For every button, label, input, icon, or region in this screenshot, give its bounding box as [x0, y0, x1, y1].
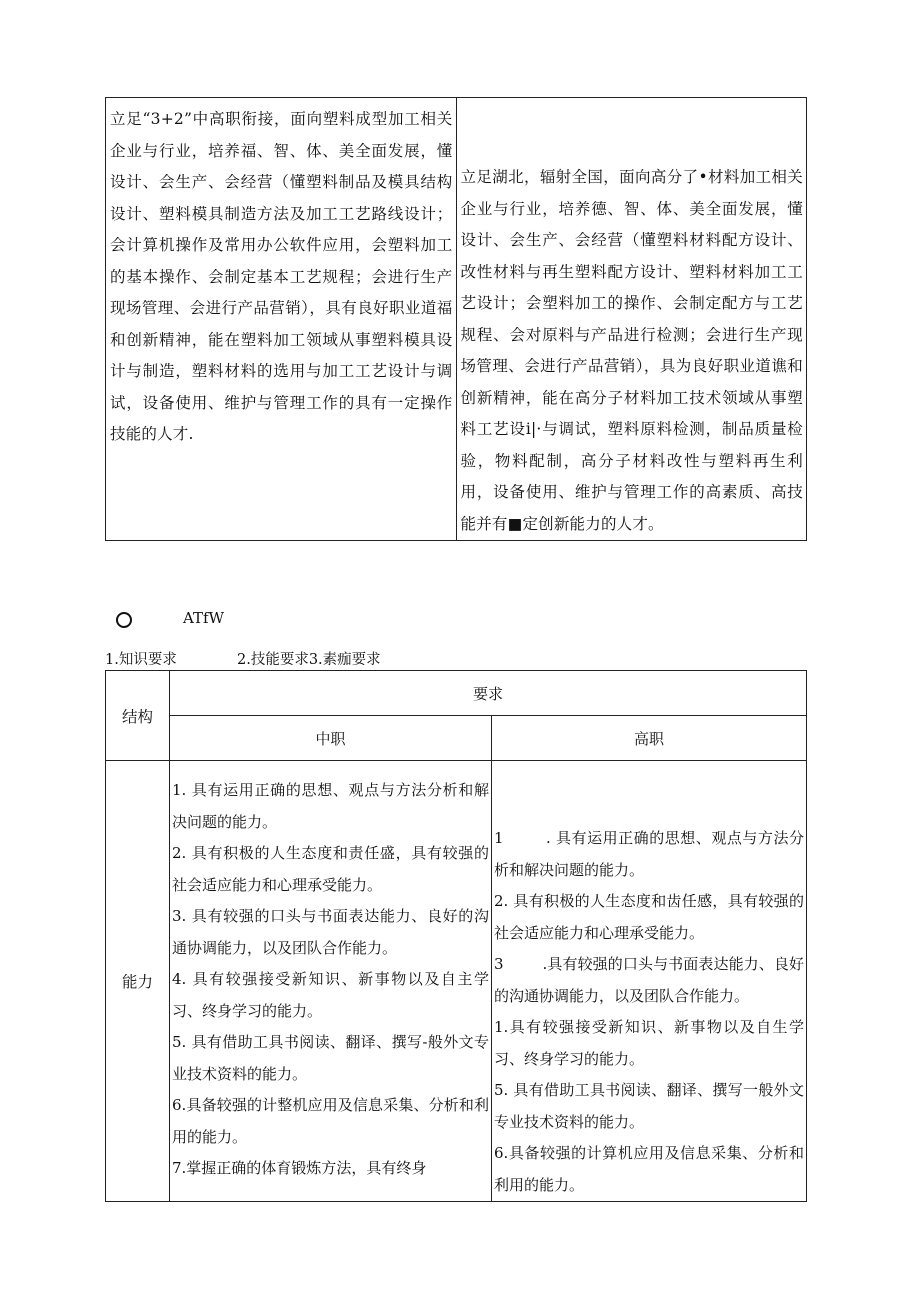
section-title: ATfW: [183, 609, 224, 627]
structure-header: 结构: [106, 671, 170, 761]
mid-vocational-goal-text: 立足“3+2”中高职衔接，面向塑料成型加工相关企业与行业，培养福、智、体、美全面发展，懂设计、会生产、会经营（懂塑料制品及模具结构设计、塑料模具制造方法及加工工艺路线设计；会计算机操作及常用办公软件应用，会塑料加工的基本操作、会制定基本工艺规程；会进行生产现场管理、会进行产品营销），具有良好职业道福和创新精神，能在塑料加工领域从事塑料模具设计与制造，塑料材料的选用与加工工艺设计与调试，设备使用、维护与管理工作的具有一定操作技能的人才.: [110, 110, 453, 443]
high-item: 3 .具有较强的口头与书面表达能力、良好的沟通协调能力，以及团队合作能力。: [494, 955, 804, 1005]
mid-requirements-cell: [170, 761, 492, 1202]
high-item: 5. 具有借助工具书阅读、翻译、撰写一般外文专业技术资料的能力。: [494, 1081, 804, 1131]
mid-item: 7.掌握正确的体育锻炼方法，具有终身: [172, 1159, 427, 1177]
requirement-header: 要求: [170, 671, 807, 716]
training-goals-table: [105, 97, 807, 541]
sub-requirements-line: [105, 648, 381, 669]
high-item: 1 . 具有运用正确的思想、观点与方法分析和解决问题的能力。: [494, 829, 804, 879]
section-heading: [116, 608, 224, 632]
circle-icon: [116, 612, 132, 628]
mid-item: 2. 具有积极的人生态度和责任盛，具有较强的社会适应能力和心理承受能力。: [172, 844, 489, 894]
mid-item: 3. 具有较强的口头与书面表达能力、良好的沟通协调能力，以及团队合作能力。: [172, 907, 489, 957]
requirements-table: [105, 670, 807, 1202]
mid-item: 4. 具有较强接受新知识、新事物以及自主学习、终身学习的能力。: [172, 970, 489, 1020]
high-item: 2. 具有积极的人生态度和齿任感，具有较强的社会适应能力和心理承受能力。: [494, 892, 804, 942]
mid-vocational-goal-cell: [106, 98, 457, 541]
high-header: 高职: [492, 716, 807, 761]
mid-item: 5. 具有借助工具书阅读、翻译、撰写-般外文专业技术资料的能力。: [172, 1033, 489, 1083]
skill-quality-requirement-label: 2.技能要求3.素痂要求: [237, 652, 381, 668]
higher-vocational-goal-cell: [456, 98, 807, 541]
mid-item: 1. 具有运用正确的思想、观点与方法分析和解决问题的能力。: [172, 781, 489, 831]
mid-header: 中职: [170, 716, 492, 761]
mid-item: 6.具备较强的计整机应用及信息采集、分析和利用的能力。: [172, 1096, 489, 1146]
high-item: 6.具备较强的计算机应用及信息采集、分析和利用的能力。: [494, 1144, 804, 1194]
higher-vocational-goal-text: 立足湖北，辐射全国，面向高分了•材料加工相关企业与行业，培养德、智、体、美全面发展，懂设计、会生产、会经营（懂塑料材料配方设计、改性材料与再生塑料配方设计、塑料材料加工工艺设计；会塑料加工的操作、会制定配方与工艺规程、会对原料与产品进行检测；会进行生产现场管理、会进行产品营销），具为良好职业道谯和创新精神，能在高分子材料加工技术领域从事塑料工艺设i|·与调试，塑料原料检测，制品质量检验，物料配制，高分子材料改性与塑料再生利用，设备使用、维护与管理工作的高素质、高技能并有■定创新能力的人才。: [460, 168, 803, 533]
structure-ability: 能力: [106, 761, 170, 1202]
knowledge-requirement-label: 1.知识要求: [105, 652, 177, 668]
high-requirements-cell: [492, 761, 807, 1202]
high-item: 1.具有较强接受新知识、新事物以及自生学习、终身学习的能力。: [494, 1018, 804, 1068]
